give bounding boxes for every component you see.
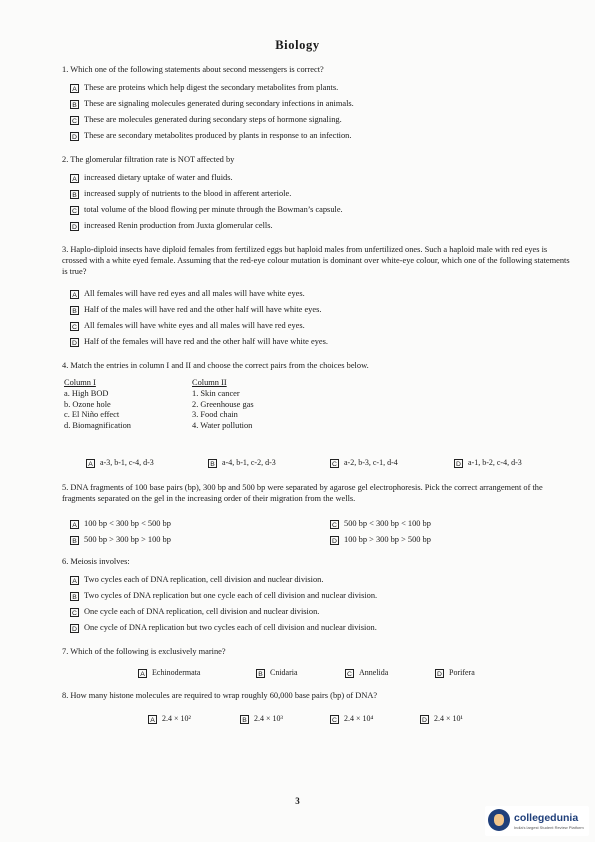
q1-option-c[interactable]: C These are molecules generated during secondary steps of hormone signaling. [70, 114, 342, 125]
mascot-icon [488, 809, 510, 831]
logo-tagline: India's largest Student Review Platform [514, 825, 584, 830]
column-2-item: 3. Food chain [192, 410, 238, 420]
q2-option-d[interactable]: D increased Renin production from Juxta glomerular cells. [70, 220, 273, 231]
column-2-header: Column II [192, 378, 227, 387]
question-4: 4. Match the entries in column I and II and choose the correct pairs from the choices below. [62, 361, 369, 370]
q8-option-d[interactable]: D 2.4 × 10¹ [420, 714, 463, 724]
page-title: Biology [275, 38, 320, 52]
q4-option-c[interactable]: C a-2, b-3, c-1, d-4 [330, 458, 398, 468]
question-7: 7. Which of the following is exclusively marine? [62, 647, 226, 656]
column-1-item: a. High BOD [64, 388, 109, 398]
q6-option-b[interactable]: B Two cycles of DNA replication but one cycle each of cell division and nuclear division. [70, 590, 377, 601]
column-1-list [64, 378, 131, 432]
column-1-header: Column I [64, 378, 96, 387]
q7-option-a[interactable]: A Echinodermata [138, 668, 200, 678]
collegedunia-logo [485, 806, 589, 836]
q5-option-c[interactable]: C 500 bp < 300 bp < 100 bp [330, 518, 431, 529]
column-1-item: d. Biomagnification [64, 421, 131, 431]
q3-option-d[interactable]: D Half of the females will have red and the other half will have white eyes. [70, 336, 328, 347]
question-1: 1. Which one of the following statements about second messengers is correct? [62, 65, 324, 74]
q2-option-a[interactable]: A increased dietary uptake of water and fluids. [70, 172, 233, 183]
column-1-item: b. Ozone hole [64, 399, 111, 409]
question-6: 6. Meiosis involves: [62, 557, 130, 566]
q1-option-a[interactable]: A These are proteins which help digest the secondary metabolites from plants. [70, 82, 338, 93]
q5-option-a[interactable]: A 100 bp < 300 bp < 500 bp [70, 518, 171, 529]
column-2-item: 4. Water pollution [192, 421, 253, 431]
q4-option-b[interactable]: B a-4, b-1, c-2, d-3 [208, 458, 276, 468]
question-8: 8. How many histone molecules are required to wrap roughly 60,000 base pairs (bp) of DNA? [62, 691, 378, 700]
q2-option-c[interactable]: C total volume of the blood flowing per minute through the Bowman’s capsule. [70, 204, 343, 215]
question-2: 2. The glomerular filtration rate is NOT affected by [62, 155, 235, 164]
q6-option-a[interactable]: A Two cycles each of DNA replication, cell division and nuclear division. [70, 574, 323, 585]
question-3: 3. Haplo-diploid insects have diploid females from fertilized eggs but haploid males from unfertilized ones. Such a haploid male with red eyes is crossed with a white eyed female. Assuming that the red-eye colour mutation is dominant over white-eye colour, which one of the following statements is true? [62, 245, 570, 277]
q1-option-b[interactable]: B These are signaling molecules generated during secondary infections in animals. [70, 98, 354, 109]
q5-option-b[interactable]: B 500 bp > 300 bp > 100 bp [70, 534, 171, 545]
q2-option-b[interactable]: B increased supply of nutrients to the blood in afferent arteriole. [70, 188, 291, 199]
q7-option-d[interactable]: D Porifera [435, 668, 475, 678]
q4-option-a[interactable]: A a-3, b-1, c-4, d-3 [86, 458, 154, 468]
q5-option-d[interactable]: D 100 bp > 300 bp > 500 bp [330, 534, 431, 545]
column-2-item: 2. Greenhouse gas [192, 399, 254, 409]
q6-option-d[interactable]: D One cycle of DNA replication but two cycles each of cell division and nuclear division. [70, 622, 377, 633]
page-number: 3 [295, 796, 300, 806]
q7-option-b[interactable]: B Cnidaria [256, 668, 298, 678]
q1-option-d[interactable]: D These are secondary metabolites produced by plants in response to an infection. [70, 130, 351, 141]
q7-option-c[interactable]: C Annelida [345, 668, 388, 678]
q8-option-c[interactable]: C 2.4 × 10⁴ [330, 714, 373, 724]
question-5: 5. DNA fragments of 100 base pairs (bp), 300 bp and 500 bp were separated by agarose gel electrophoresis. Pick the correct arrangement of the fragments separated on the gel in the increasing order of their migration from the wells. [62, 483, 543, 504]
column-2-list [192, 378, 254, 432]
q3-option-c[interactable]: C All females will have white eyes and all males will have red eyes. [70, 320, 305, 331]
q8-option-b[interactable]: B 2.4 × 10³ [240, 714, 283, 724]
column-2-item: 1. Skin cancer [192, 388, 240, 398]
q6-option-c[interactable]: C One cycle each of DNA replication, cell division and nuclear division. [70, 606, 319, 617]
q3-option-b[interactable]: B Half of the males will have red and the other half will have white eyes. [70, 304, 321, 315]
column-1-item: c. El Niño effect [64, 410, 120, 420]
logo-brand-name: collegedunia [514, 812, 579, 824]
q3-option-a[interactable]: A All females will have red eyes and all males will have white eyes. [70, 288, 305, 299]
q4-option-d[interactable]: D a-1, b-2, c-4, d-3 [454, 458, 522, 468]
q8-option-a[interactable]: A 2.4 × 10² [148, 714, 191, 724]
